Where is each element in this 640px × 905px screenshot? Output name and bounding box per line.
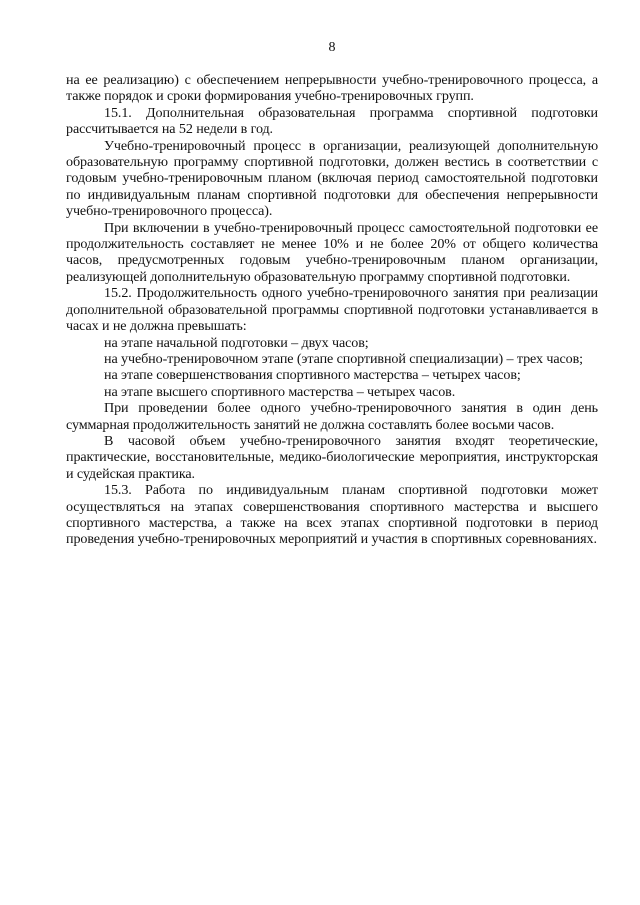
paragraph-15-3: 15.3. Работа по индивидуальным планам спортивной подготовки может осуществляться на этапах совершенствования спортивного мастерства и высшего спортивного мастерства, а также на всех этапах спортивной подготовки в период проведения учебно-тренировочных мероприятий и участия в спортивных соревнованиях. (66, 482, 598, 548)
document-body (66, 72, 598, 548)
list-item-training-stage: на учебно-тренировочном этапе (этапе спортивной специализации) – трех часов; (104, 350, 583, 367)
list-item-improvement-stage: на этапе совершенствования спортивного мастерства – четырех часов; (104, 367, 521, 384)
paragraph-training-process: Учебно-тренировочный процесс в организации, реализующей дополнительную образовательную программу спортивной подготовки, должен вестись в соответствии с годовым учебно-тренировочным планом (включая период самостоятельной подготовки по индивидуальным планам спортивной подготовки для обеспечения непрерывности учебно-тренировочного процесса). (66, 137, 598, 220)
list-item-initial-stage: на этапе начальной подготовки – двух часов; (104, 334, 369, 351)
paragraph-15-2: 15.2. Продолжительность одного учебно-тренировочного занятия при реализации дополнительной образовательной программы спортивной подготовки устанавливается в часах и не должна превышать: (66, 285, 598, 335)
paragraph-multiple-sessions: При проведении более одного учебно-тренировочного занятия в один день суммарная продолжительность занятий не должна составлять более восьми часов. (66, 400, 598, 433)
paragraph-self-preparation: При включении в учебно-тренировочный процесс самостоятельной подготовки ее продолжительность составляет не менее 10% и не более 20% от общего количества часов, предусмотренных годовым учебно-тренировочным планом организации, реализующей дополнительную образовательную программу спортивной подготовки. (66, 219, 598, 285)
paragraph-hourly-volume: В часовой объем учебно-тренировочного занятия входят теоретические, практические, восстановительные, медико-биологические мероприятия, инструкторская и судейская практика. (66, 432, 598, 482)
list-item-higher-mastery-stage: на этапе высшего спортивного мастерства – четырех часов. (104, 383, 456, 400)
paragraph-continuation: на ее реализацию) с обеспечением непрерывности учебно-тренировочного процесса, а также порядок и сроки формирования учебно-тренировочных групп. (66, 72, 598, 105)
page-number: 8 (328, 40, 336, 55)
paragraph-15-1: 15.1. Дополнительная образовательная программа спортивной подготовки рассчитывается на 52 недели в год. (66, 104, 598, 138)
